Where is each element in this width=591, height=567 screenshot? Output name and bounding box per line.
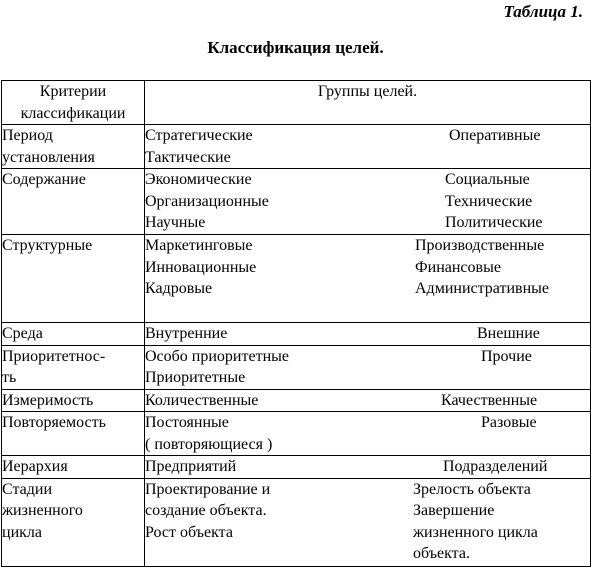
- criterion-text: установления: [2, 148, 95, 166]
- goal-item: ( повторяющиеся ): [145, 435, 273, 453]
- groups-cell: [145, 235, 591, 323]
- goal-item: Политические: [445, 214, 543, 231]
- criterion-cell: [2, 456, 145, 479]
- goal-item: Предприятий: [145, 458, 237, 475]
- goal-item: Организационные: [145, 192, 269, 210]
- goal-item: Производственные: [415, 237, 545, 254]
- goal-group-left: [145, 412, 272, 455]
- groups-cell: [145, 169, 591, 235]
- table-row: [2, 389, 591, 412]
- groups-cell: [145, 456, 591, 479]
- goal-item: Экономические: [145, 171, 252, 188]
- goal-item: Финансовые: [415, 258, 501, 276]
- criterion-cell: [2, 125, 145, 169]
- criterion-text: Иерархия: [2, 458, 68, 475]
- groups-cell: [145, 389, 591, 412]
- goal-group-right: [415, 235, 549, 300]
- goal-item: Приоритетные: [145, 369, 246, 386]
- goal-item: Научные: [145, 214, 206, 231]
- criterion-cell: [2, 412, 145, 456]
- goal-item: создание объекта.: [145, 502, 267, 519]
- goal-item: Количественные: [145, 391, 259, 409]
- criterion-text: Структурные: [2, 237, 93, 254]
- goal-group-right: [413, 479, 538, 565]
- table-row: [2, 169, 591, 235]
- groups-cell: [145, 412, 591, 456]
- goal-group-left: [145, 169, 269, 234]
- goal-group-left: [145, 390, 258, 412]
- criterion-cell: [2, 478, 145, 566]
- criterion-text: Приоритетнос-: [2, 347, 106, 365]
- goal-item: Особо приоритетные: [145, 347, 289, 365]
- goal-group-right: [481, 346, 532, 368]
- table-row: [2, 412, 591, 456]
- goal-group-left: [145, 346, 289, 389]
- criterion-text: Среда: [2, 325, 43, 342]
- goal-item: Маркетинговые: [145, 237, 253, 254]
- goal-item: Инновационные: [145, 258, 257, 276]
- goal-group-right: [481, 412, 537, 434]
- goal-item: Технические: [445, 192, 533, 210]
- criterion-cell: [2, 235, 145, 323]
- goal-item: Постоянные: [145, 414, 229, 431]
- goal-group-right: [445, 169, 543, 234]
- groups-cell: [145, 478, 591, 566]
- goal-item: Проектирование и: [145, 480, 271, 498]
- header-criteria-line: классификации: [20, 104, 126, 122]
- goal-item: Административные: [415, 280, 550, 297]
- goal-group-left: [145, 235, 256, 300]
- goal-item: объекта.: [413, 545, 470, 562]
- criterion-cell: [2, 345, 145, 389]
- goal-group-left: [145, 323, 227, 345]
- criterion-text: жизненного: [2, 502, 83, 519]
- goal-item: Качественные: [441, 391, 538, 409]
- criterion-cell: [2, 169, 145, 235]
- groups-cell: [145, 323, 591, 346]
- criterion-text: Содержание: [2, 171, 86, 188]
- header-criteria-line: Критерии: [39, 83, 107, 100]
- goal-group-right: [443, 456, 547, 478]
- table-row: [2, 323, 591, 346]
- goal-item: Разовые: [481, 414, 537, 431]
- criterion-cell: [2, 323, 145, 346]
- criterion-cell: [2, 389, 145, 412]
- table-row: [2, 456, 591, 479]
- table-row: [2, 345, 591, 389]
- table-row: [2, 235, 591, 323]
- criterion-text: Измеримость: [2, 391, 94, 409]
- goal-item: Зрелость объекта: [413, 480, 531, 498]
- criterion-text: цикла: [2, 523, 42, 541]
- goal-item: Завершение: [413, 502, 495, 519]
- goal-item: Подразделений: [443, 458, 548, 475]
- goal-group-left: [145, 456, 236, 478]
- header-groups: Группы целей.: [145, 81, 591, 125]
- criterion-text: Повторяемость: [2, 414, 106, 431]
- groups-cell: [145, 345, 591, 389]
- goal-item: Стратегические: [145, 127, 253, 144]
- goal-group-left: [145, 479, 270, 544]
- table-body: [2, 125, 591, 567]
- goal-group-right: [477, 323, 540, 345]
- goal-item: Рост объекта: [145, 523, 233, 541]
- goal-group-right: [441, 390, 537, 412]
- table-title: Классификация целей.: [207, 38, 384, 57]
- goal-item: Социальные: [445, 171, 530, 188]
- goal-item: Внешние: [477, 325, 540, 342]
- goal-item: Внутренние: [145, 325, 228, 342]
- goal-item: Кадровые: [145, 280, 213, 297]
- goal-group-right: [449, 125, 540, 147]
- criterion-text: Стадии: [2, 480, 53, 498]
- criterion-text: ть: [2, 369, 17, 386]
- goal-item: Оперативные: [449, 127, 541, 144]
- goal-group-left: [145, 125, 253, 168]
- table-row: [2, 125, 591, 169]
- table-caption: Таблица 1.: [503, 2, 583, 21]
- header-criteria: [2, 81, 145, 125]
- goal-item: жизненного цикла: [413, 523, 538, 541]
- goal-item: Тактические: [145, 148, 231, 166]
- groups-cell: [145, 125, 591, 169]
- table-row: [2, 478, 591, 566]
- table-header-row: [2, 81, 591, 125]
- goals-classification-table: [1, 80, 591, 567]
- goal-item: Прочие: [481, 347, 532, 365]
- criterion-text: Период: [2, 127, 53, 144]
